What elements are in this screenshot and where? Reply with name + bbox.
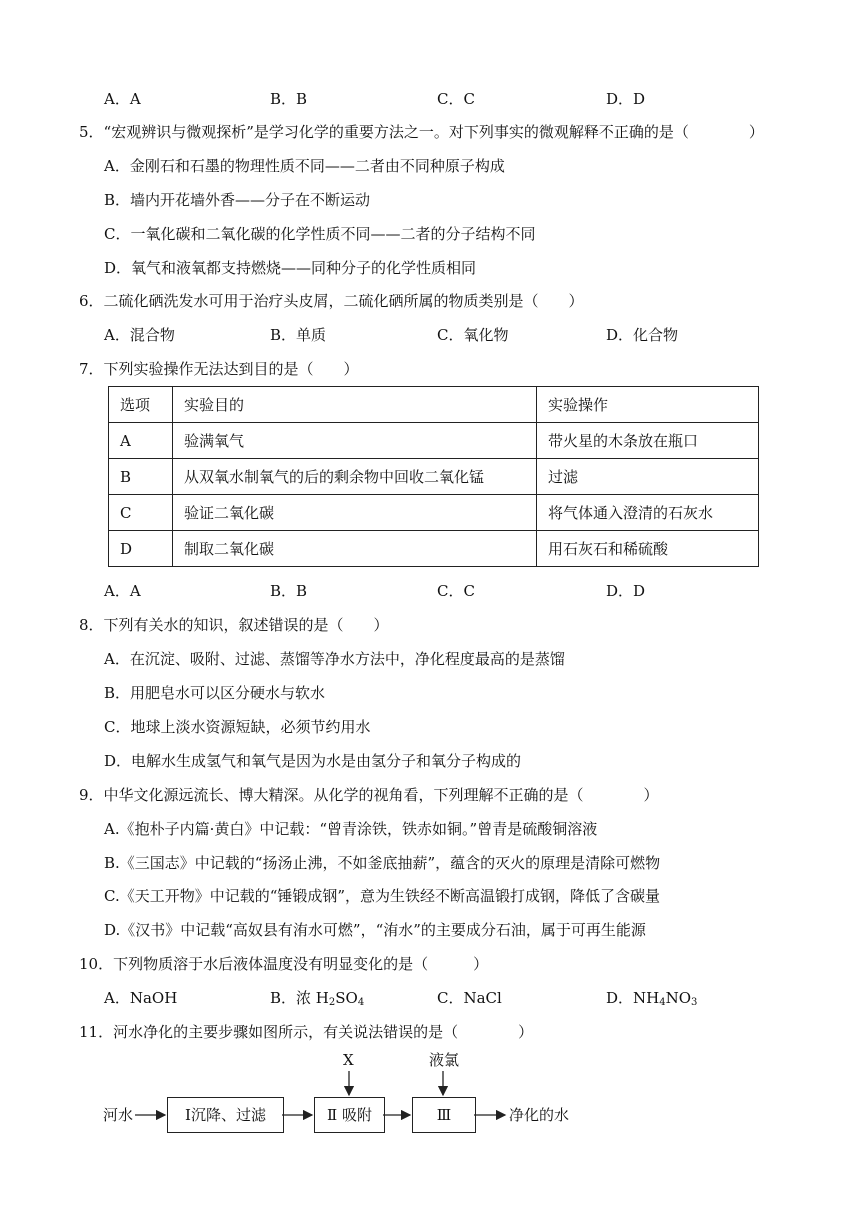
option-a: A．A: [104, 90, 141, 108]
question-11-stem: 11．河水净化的主要步骤如图所示，有关说法错误的是（ ）: [79, 1023, 534, 1041]
step2-box: Ⅱ 吸附: [314, 1097, 385, 1133]
q8-option-a: A．在沉淀、吸附、过滤、蒸馏等净水方法中，净化程度最高的是蒸馏: [104, 650, 565, 668]
table-cell: 从双氧水制氧气的后的剩余物中回收二氧化锰: [173, 459, 537, 495]
option-d: D．$NH_4NO_3$: [606, 989, 698, 1008]
q5-option-c: C．一氧化碳和二氧化碳的化学性质不同——二者的分子结构不同: [104, 225, 536, 243]
q9-option-a: A.《抱朴子内篇·黄白》中记载：“曾青涂铁，铁赤如铜。”曾青是硫酸铜溶液: [104, 820, 598, 838]
q5-option-b: B．墙内开花墙外香——分子在不断运动: [104, 191, 371, 209]
q8-option-d: D．电解水生成氢气和氧气是因为水是由氢分子和氧分子构成的: [104, 752, 522, 770]
table-cell: 过滤: [537, 459, 759, 495]
table-cell: 制取二氧化碳: [173, 531, 537, 567]
option-c: C．C: [437, 90, 475, 108]
option-a: A．混合物: [104, 326, 175, 344]
question-5-stem: 5．“宏观辨识与微观探析”是学习化学的重要方法之一。对下列事实的微观解释不正确的是（ ）: [79, 123, 764, 141]
q9-option-d: D.《汉书》中记载“高奴县有洧水可燃”，“洧水”的主要成分石油，属于可再生能源: [104, 921, 646, 939]
option-b: B．B: [270, 90, 308, 108]
river-water-label: 河水: [103, 1106, 134, 1124]
question-6-stem: 6．二硫化硒洗发水可用于治疗头皮屑，二硫化硒所属的物质类别是（ ）: [79, 292, 584, 310]
option-c: C．C: [437, 582, 475, 600]
table-cell: B: [109, 459, 173, 495]
step1-box: Ⅰ沉降、过滤: [167, 1097, 284, 1133]
header-operation: 实验操作: [537, 387, 759, 423]
option-d: D．D: [606, 90, 646, 108]
q5-option-a: A．金刚石和石墨的物理性质不同——二者由不同种原子构成: [104, 157, 505, 175]
table-cell: 用石灰石和稀硫酸: [537, 531, 759, 567]
reagent-x-label: X: [343, 1051, 354, 1069]
table-cell: D: [109, 531, 173, 567]
purified-water-label: 净化的水: [509, 1106, 570, 1124]
option-c: C．NaCl: [437, 989, 502, 1007]
option-d: D．D: [606, 582, 646, 600]
header-purpose: 实验目的: [173, 387, 537, 423]
question-7-stem: 7．下列实验操作无法达到目的是（ ）: [79, 360, 359, 378]
q9-option-c: C.《天工开物》中记载的“锤锻成钢”，意为生铁经不断高温锻打成钢，降低了含碳量: [104, 887, 661, 905]
q5-option-d: D．氧气和液氧都支持燃烧——同种分子的化学性质相同: [104, 259, 477, 277]
option-c: C．氧化物: [437, 326, 509, 344]
question-10-stem: 10．下列物质溶于水后液体温度没有明显变化的是（ ）: [79, 955, 489, 973]
table-cell: 将气体通入澄清的石灰水: [537, 495, 759, 531]
question-8-stem: 8．下列有关水的知识，叙述错误的是（ ）: [79, 616, 389, 634]
q8-option-b: B．用肥皂水可以区分硬水与软水: [104, 684, 326, 702]
step3-box: Ⅲ: [412, 1097, 476, 1133]
q8-option-c: C．地球上淡水资源短缺，必须节约用水: [104, 718, 371, 736]
option-b: B．B: [270, 582, 308, 600]
liquid-chlorine-label: 液氯: [429, 1051, 460, 1069]
table-cell: 验满氧气: [173, 423, 537, 459]
option-a: A．A: [104, 582, 141, 600]
header-option: 选项: [109, 387, 173, 423]
table-cell: 带火星的木条放在瓶口: [537, 423, 759, 459]
q9-option-b: B.《三国志》中记载的“扬汤止沸，不如釜底抽薪”，蕴含的灭火的原理是清除可燃物: [104, 854, 661, 872]
option-b: B．浓 $H_2SO_4$: [270, 989, 365, 1008]
question-9-stem: 9．中华文化源远流长、博大精深。从化学的视角看，下列理解不正确的是（ ）: [79, 786, 659, 804]
table-cell: 验证二氧化碳: [173, 495, 537, 531]
option-b: B．单质: [270, 326, 327, 344]
option-a: A．NaOH: [104, 989, 178, 1007]
option-d: D．化合物: [606, 326, 679, 344]
table-cell: A: [109, 423, 173, 459]
table-cell: C: [109, 495, 173, 531]
